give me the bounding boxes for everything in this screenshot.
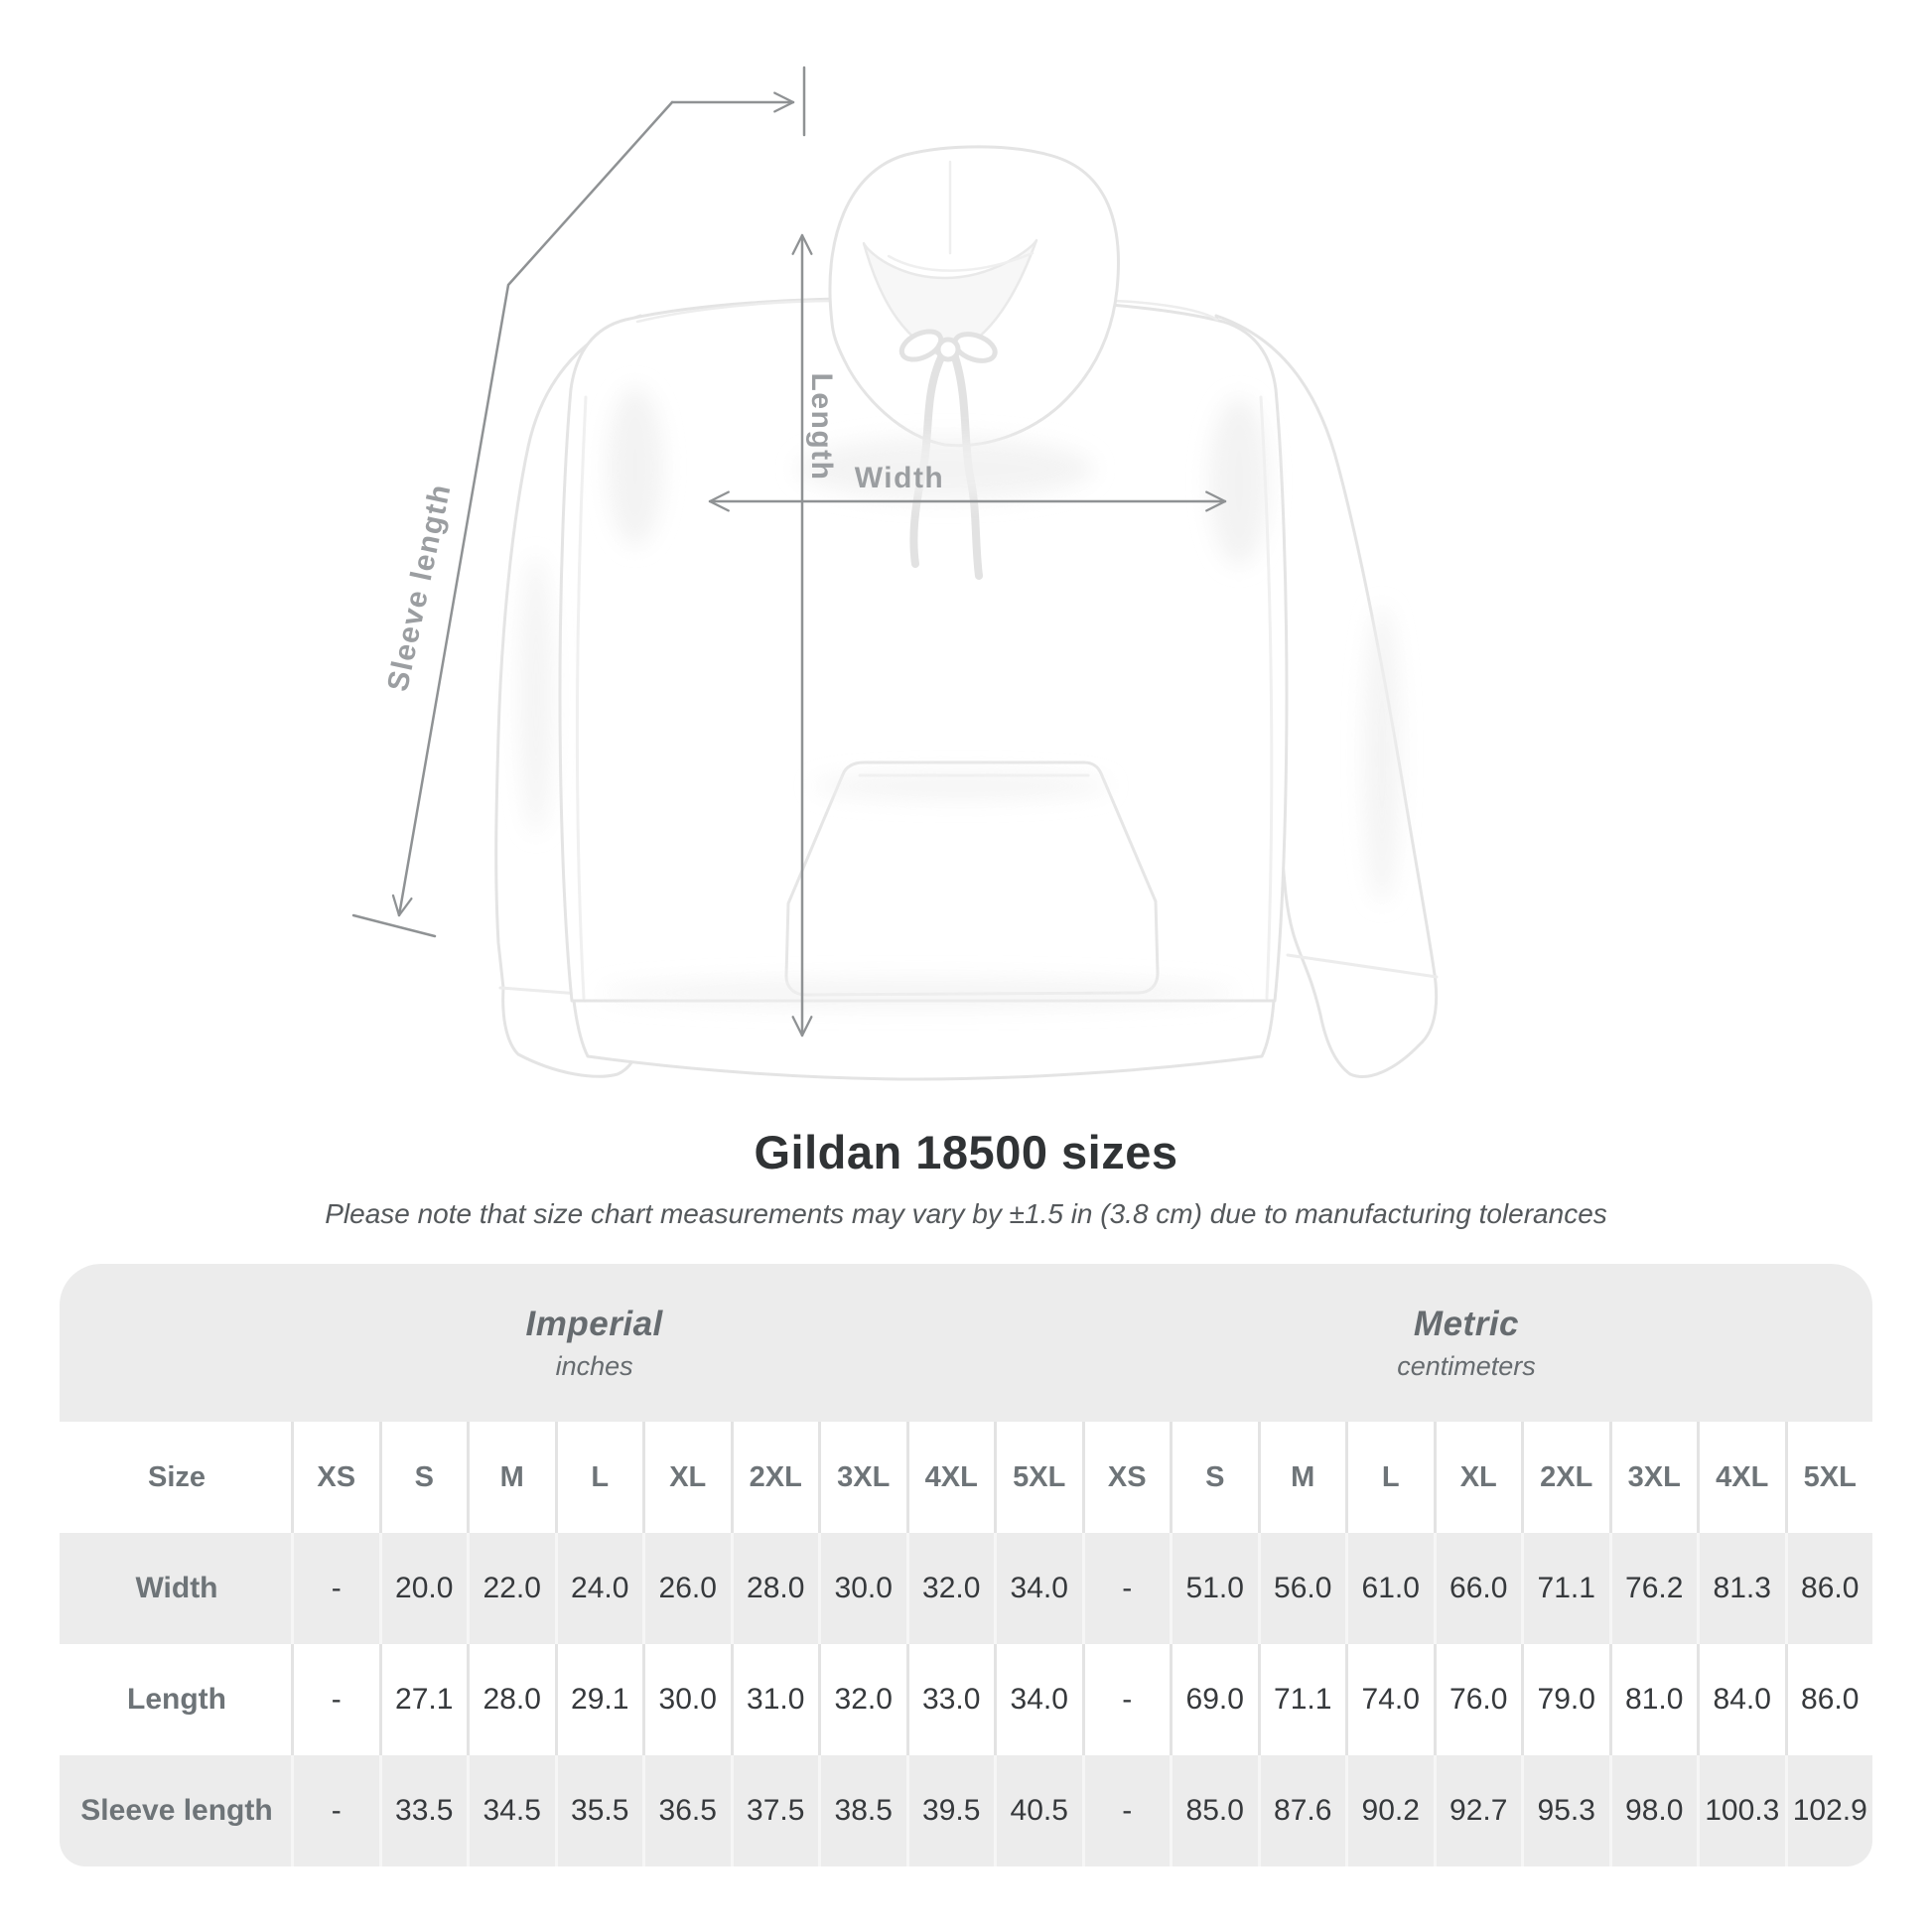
size-header-metric-m: M (1258, 1422, 1346, 1533)
value-cell: 71.1 (1521, 1533, 1609, 1644)
value-cell: 37.5 (731, 1755, 819, 1866)
value-cell: 81.0 (1609, 1644, 1698, 1755)
table-row-length (60, 1644, 1872, 1755)
value-cell: 39.5 (906, 1755, 995, 1866)
size-header-imperial-5xl: 5XL (994, 1422, 1082, 1533)
value-cell: 69.0 (1170, 1644, 1258, 1755)
value-cell: 74.0 (1345, 1644, 1434, 1755)
value-cell: 51.0 (1170, 1533, 1258, 1644)
tolerance-note: Please note that size chart measurements may vary by ±1.5 in (3.8 cm) due to manufacturing tolerances (325, 1198, 1607, 1229)
metric-group-name: Metric (1413, 1304, 1520, 1343)
value-cell: 28.0 (731, 1533, 819, 1644)
value-cell: 33.5 (379, 1755, 468, 1866)
value-cell: 90.2 (1345, 1755, 1434, 1866)
size-header-imperial-4xl: 4XL (906, 1422, 995, 1533)
value-cell: 28.0 (467, 1644, 555, 1755)
metric-group-header (1397, 1264, 1536, 1422)
value-cell: 34.0 (994, 1644, 1082, 1755)
value-cell: 98.0 (1609, 1755, 1698, 1866)
length-label: Length (805, 372, 839, 482)
table-row-width (60, 1533, 1872, 1644)
value-cell: 30.0 (642, 1644, 731, 1755)
imperial-group-header (526, 1264, 663, 1422)
hoodie-garment (496, 147, 1437, 1079)
value-cell: 84.0 (1697, 1644, 1785, 1755)
value-cell: 81.3 (1697, 1533, 1785, 1644)
value-cell: 87.6 (1258, 1755, 1346, 1866)
value-cell: - (291, 1644, 379, 1755)
value-cell: 66.0 (1434, 1533, 1522, 1644)
size-header-metric-4xl: 4XL (1697, 1422, 1785, 1533)
value-cell: - (1082, 1755, 1171, 1866)
value-cell: 34.5 (467, 1755, 555, 1866)
value-cell: 92.7 (1434, 1755, 1522, 1866)
value-cell: - (291, 1755, 379, 1866)
value-cell: 40.5 (994, 1755, 1082, 1866)
value-cell: 76.2 (1609, 1533, 1698, 1644)
value-cell: 34.0 (994, 1533, 1082, 1644)
value-cell: 26.0 (642, 1533, 731, 1644)
size-header-imperial-l: L (555, 1422, 643, 1533)
size-header-metric-l: L (1345, 1422, 1434, 1533)
value-cell: 38.5 (818, 1755, 906, 1866)
sleeve-length-label: Sleeve length (381, 481, 458, 695)
value-cell: 95.3 (1521, 1755, 1609, 1866)
value-cell: 61.0 (1345, 1533, 1434, 1644)
size-header-metric-xl: XL (1434, 1422, 1522, 1533)
value-cell: 30.0 (818, 1533, 906, 1644)
value-cell: 36.5 (642, 1755, 731, 1866)
value-cell: 24.0 (555, 1533, 643, 1644)
value-cell: 86.0 (1785, 1644, 1873, 1755)
unit-group-band (60, 1264, 1872, 1422)
size-header-imperial-xs: XS (291, 1422, 379, 1533)
value-cell: 86.0 (1785, 1533, 1873, 1644)
value-cell: 27.1 (379, 1644, 468, 1755)
value-cell: - (1082, 1644, 1171, 1755)
value-cell: 79.0 (1521, 1644, 1609, 1755)
size-header-imperial-xl: XL (642, 1422, 731, 1533)
size-header-imperial-3xl: 3XL (818, 1422, 906, 1533)
value-cell: 33.0 (906, 1644, 995, 1755)
value-cell: - (291, 1533, 379, 1644)
size-header-metric-s: S (1170, 1422, 1258, 1533)
value-cell: 56.0 (1258, 1533, 1346, 1644)
size-header-metric-xs: XS (1082, 1422, 1171, 1533)
size-column-header: Size (147, 1460, 207, 1493)
size-header-metric-5xl: 5XL (1785, 1422, 1873, 1533)
size-header-metric-3xl: 3XL (1609, 1422, 1698, 1533)
size-table (60, 1264, 1872, 1866)
page-title: Gildan 18500 sizes (754, 1126, 1178, 1178)
value-cell: 85.0 (1170, 1755, 1258, 1866)
value-cell: 22.0 (467, 1533, 555, 1644)
value-cell: 32.0 (906, 1533, 995, 1644)
row-label: Width (135, 1572, 218, 1604)
hem-band (574, 1001, 1274, 1079)
imperial-group-unit: inches (555, 1350, 633, 1381)
imperial-group-name: Imperial (525, 1304, 663, 1343)
value-cell: 76.0 (1434, 1644, 1522, 1755)
value-cell: 31.0 (731, 1644, 819, 1755)
value-cell: 35.5 (555, 1755, 643, 1866)
size-header-imperial-2xl: 2XL (731, 1422, 819, 1533)
value-cell: 102.9 (1785, 1755, 1873, 1866)
value-cell: 20.0 (379, 1533, 468, 1644)
value-cell: - (1082, 1533, 1171, 1644)
width-label: Width (854, 462, 945, 494)
sleeve-bottom-tick (353, 915, 435, 936)
value-cell: 71.1 (1258, 1644, 1346, 1755)
row-label: Length (127, 1683, 226, 1716)
value-cell: 29.1 (555, 1644, 643, 1755)
table-row-sleeve-length (60, 1755, 1872, 1866)
value-cell: 32.0 (818, 1644, 906, 1755)
size-header-metric-2xl: 2XL (1521, 1422, 1609, 1533)
size-header-imperial-m: M (467, 1422, 555, 1533)
metric-group-unit: centimeters (1397, 1350, 1536, 1381)
row-label: Sleeve length (80, 1794, 273, 1827)
size-header-imperial-s: S (379, 1422, 468, 1533)
value-cell: 100.3 (1697, 1755, 1785, 1866)
table-header-row (60, 1422, 1872, 1533)
